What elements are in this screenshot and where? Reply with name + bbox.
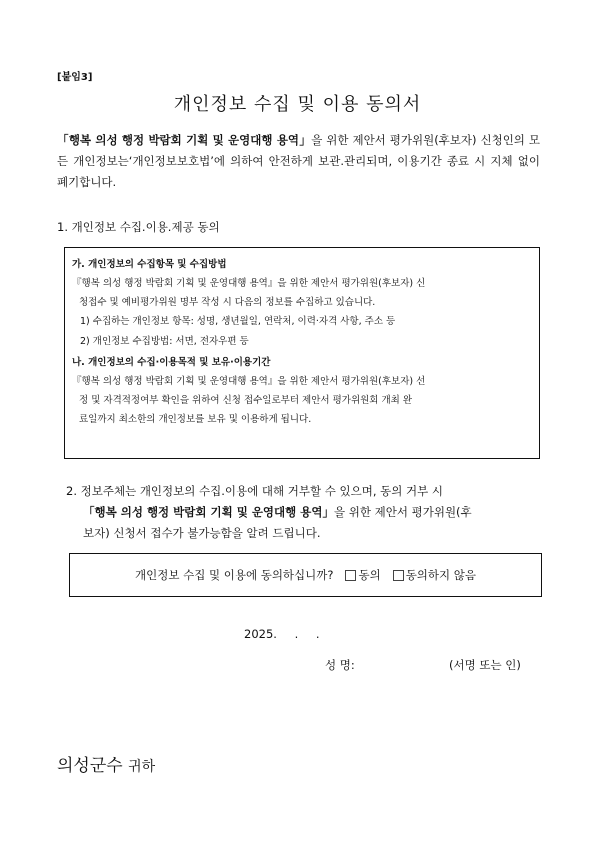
signature-label: 성 명: <box>325 658 355 672</box>
addressee-name: 의성군수 <box>57 756 123 776</box>
section2-paragraph <box>66 481 540 544</box>
consent-box <box>69 553 542 597</box>
document-title: 개인정보 수집 및 이용 동의서 <box>173 94 422 115</box>
intro-text: 을 위한 제안서 평가위원(후보자) 신청인의 모든 개인정보는‘개인정보보호법’에 의하여 안전하게 보관.관리되며, 이용기간 종료 시 지체 없이 폐기합니다. <box>57 133 540 189</box>
section2-line2-rest: 을 위한 제안서 평가위원(후 <box>334 505 472 519</box>
agree-option[interactable] <box>339 567 380 583</box>
box-section-b-line3: 료일까지 최소한의 개인정보를 보유 및 이용하게 됩니다. <box>79 414 312 425</box>
box-section-b-line1: 『행복 의성 행정 박람회 기획 및 운영대행 용역』을 위한 제안서 평가위원(후보자) 선 <box>72 376 426 387</box>
section2-line3: 보자) 신청서 접수가 불가능함을 알려 드립니다. <box>83 526 321 540</box>
box-section-b-line2: 정 및 자격적정여부 확인을 위하여 신청 접수일로부터 제안서 평가위원회 개최 완 <box>79 395 413 406</box>
disagree-checkbox[interactable] <box>393 570 404 581</box>
project-name: 「행복 의성 행정 박람회 기획 및 운영대행 용역」 <box>57 133 312 147</box>
section2-line2 <box>66 502 540 523</box>
box-section-a-item2: 2) 개인정보 수집방법: 서면, 전자우편 등 <box>80 336 249 347</box>
section2-line1: 2. 정보주체는 개인정보의 수집.이용에 대해 거부할 수 있으며, 동의 거부 시 <box>66 484 443 498</box>
section2-project-name: 「행복 의성 행정 박람회 기획 및 운영대행 용역」 <box>83 505 334 519</box>
addressee <box>57 751 155 776</box>
disagree-option[interactable] <box>387 567 476 583</box>
box-section-b-title: 나. 개인정보의 수집·이용목적 및 보유·이용기간 <box>72 357 271 368</box>
addressee-suffix: 귀하 <box>128 759 156 775</box>
box-section-a-item1: 1) 수집하는 개인정보 항목: 성명, 생년월일, 연락처, 이력·자격 사항, 주소 등 <box>80 316 396 327</box>
box-section-a-line1: 『행복 의성 행정 박람회 기획 및 운영대행 용역』을 위한 제안서 평가위원(후보자) 신 <box>72 278 426 289</box>
info-box <box>64 247 540 459</box>
agree-checkbox[interactable] <box>345 570 356 581</box>
date-line: 2025. . . <box>244 627 320 641</box>
section1-heading: 1. 개인정보 수집.이용.제공 동의 <box>57 220 220 234</box>
consent-question: 개인정보 수집 및 이용에 동의하십니까? <box>135 568 334 582</box>
signature-note: (서명 또는 인) <box>449 658 521 672</box>
agree-label: 동의 <box>358 568 381 582</box>
disagree-label: 동의하지 않음 <box>405 568 476 582</box>
box-section-a-line2: 청접수 및 예비평가위원 명부 작성 시 다음의 정보를 수집하고 있습니다. <box>79 297 376 308</box>
attachment-label: [붙임3] <box>57 72 93 83</box>
box-section-a-title: 가. 개인정보의 수집항목 및 수집방법 <box>72 259 227 270</box>
intro-paragraph <box>57 130 540 193</box>
